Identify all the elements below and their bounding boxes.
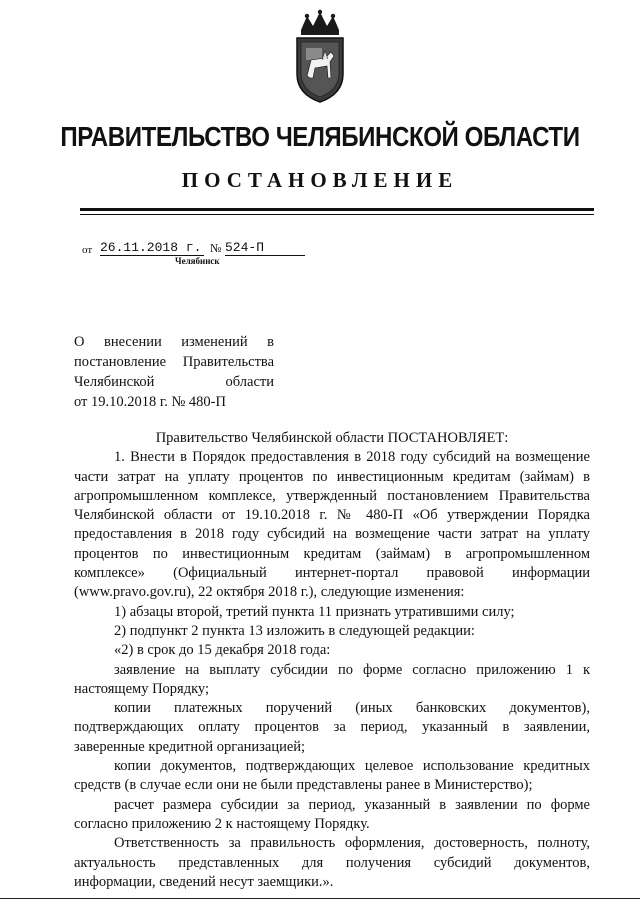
- document-type: ПОСТАНОВЛЕНИЕ: [181, 168, 459, 192]
- document-number: 524-П: [225, 240, 305, 256]
- body-line: подтверждающих оплату процентов за период, указанный в заявлении,: [74, 719, 590, 736]
- body-line: 2) подпункт 2 пункта 13 изложить в следующей редакции:: [114, 622, 475, 639]
- body-line: агропромышленном комплексе, утвержденный постановлением Правительства: [74, 487, 590, 504]
- document-body: [74, 429, 590, 892]
- body-line: согласно приложению 2 к настоящему Порядку.: [74, 815, 370, 832]
- number-prefix: №: [210, 241, 222, 255]
- government-title: ПРАВИТЕЛЬСТВО ЧЕЛЯБИНСКОЙ ОБЛАСТИ: [60, 121, 580, 152]
- subject-line: О внесении изменений в: [74, 334, 274, 350]
- subject-line: Челябинской области: [74, 374, 274, 390]
- body-line: актуальность представленных для получения субсидий документов,: [74, 854, 590, 871]
- body-line: копии платежных поручений (иных банковских документов),: [114, 700, 590, 717]
- body-line: 1) абзацы второй, третий пункта 11 признать утратившими силу;: [114, 603, 515, 620]
- body-line: Челябинской области от 19.10.2018 г. № 480-П «Об утверждении Порядка: [74, 507, 590, 524]
- body-line: 1. Внести в Порядок предоставления в 2018 году субсидий на возмещение: [114, 449, 590, 466]
- document-date: 26.11.2018 г.: [100, 240, 204, 256]
- subject-line: постановление Правительства: [74, 354, 274, 370]
- city: Челябинск: [175, 256, 220, 266]
- body-line: заверенные кредитной организацией;: [74, 738, 306, 755]
- preamble: Правительство Челябинской области ПОСТАНОВЛЯЕТ:: [155, 430, 509, 446]
- body-line: предоставления в 2018 году субсидий на возмещение части затрат на уплату: [74, 526, 590, 543]
- body-line: настоящему Порядку;: [74, 680, 210, 697]
- page-edge-line: [0, 898, 640, 899]
- body-line: информации, сведений несут заемщики.».: [74, 873, 334, 890]
- body-line: средств (в случае если они не были представлены ранее в Министерство);: [74, 777, 533, 794]
- body-line: части затрат на уплату процентов по инвестиционным кредитам (займам) в: [74, 468, 590, 485]
- document-subject: [74, 332, 274, 412]
- body-line: (www.pravo.gov.ru), 22 октября 2018 г.), следующие изменения:: [74, 584, 465, 601]
- subject-line: от 19.10.2018 г. № 480-П: [74, 394, 226, 410]
- body-line: Ответственность за правильность оформления, достоверность, полноту,: [114, 835, 590, 852]
- body-line: процентов по инвестиционным кредитам (займам) в агропромышленном: [74, 545, 590, 562]
- body-line: расчет размера субсидии за период, указанный в заявлении по форме: [114, 796, 590, 813]
- body-line: «2) в срок до 15 декабря 2018 года:: [114, 642, 331, 659]
- date-prefix: от: [82, 244, 93, 256]
- header-divider-thin: [80, 214, 594, 215]
- body-line: копии документов, подтверждающих целевое использование кредитных: [114, 758, 590, 775]
- body-line: комплексе» (Официальный интернет-портал правовой информации: [74, 565, 590, 582]
- coat-of-arms-icon: [291, 8, 349, 104]
- body-line: заявление на выплату субсидии по форме согласно приложению 1 к: [114, 661, 590, 678]
- header-divider-thick: [80, 208, 594, 211]
